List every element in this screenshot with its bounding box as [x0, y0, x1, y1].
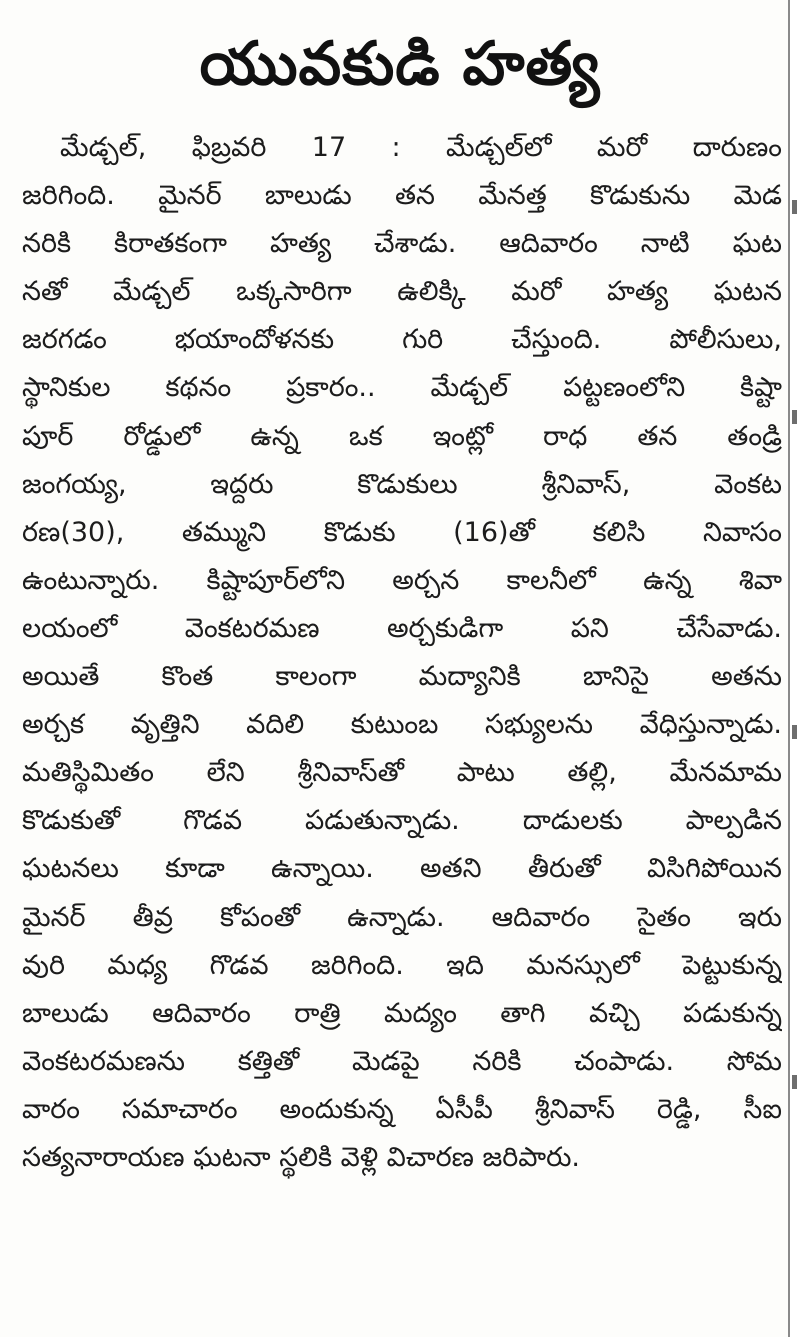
adjacent-column-edge — [790, 0, 800, 1337]
article-line: వురి మధ్య గొడవ జరిగింది. ఇది మనస్సులో పెట్టుకున్న — [22, 949, 782, 981]
edge-mark — [792, 1075, 797, 1089]
article-line: అయితే కొంత కాలంగా మద్యానికి బానిసై అతను — [22, 661, 782, 693]
article-line: జంగయ్య, ఇద్దరు కొడుకులు శ్రీనివాస్, వెంకట — [22, 468, 782, 500]
edge-mark — [792, 410, 797, 424]
article-line: లయంలో వెంకటరమణ అర్చకుడిగా పని చేసేవాడు. — [22, 612, 782, 644]
article-line: మైనర్ తీవ్ర కోపంతో ఉన్నాడు. ఆదివారం సైతం ఇరు — [22, 901, 782, 933]
article-line: వెంకటరమణను కత్తితో మెడపై నరికి చంపాడు. సోమ — [22, 1045, 782, 1077]
article-line: మేడ్చల్, ఫిబ్రవరి 17 : మేడ్చల్‌లో మరో దారుణం — [60, 132, 782, 163]
edge-mark — [792, 200, 797, 214]
article-line: ఉంటున్నారు. కిష్టాపూర్‌లోని అర్చన కాలనీలో ఉన్న శివా — [22, 564, 782, 596]
headline: యువకుడి హత్య — [199, 29, 601, 99]
article-line: జరిగింది. మైనర్ బాలుడు తన మేనత్త కొడుకును మెడ — [22, 180, 782, 212]
article-line: సత్యనారాయణ ఘటనా స్థలికి వెళ్లి విచారణ జరిపారు. — [22, 1141, 581, 1173]
article-line: జరగడం భయాందోళనకు గురి చేస్తుంది. పోలీసులు, — [22, 324, 782, 356]
article-line: కొడుకుతో గొడవ పడుతున్నాడు. దాడులకు పాల్పడిన — [22, 805, 782, 837]
article-body — [22, 124, 782, 1182]
article-line: స్థానికుల కథనం ప్రకారం.. మేడ్చల్ పట్టణంలోని కిష్టా — [22, 372, 782, 404]
article-line: రణ(30), తమ్ముని కొడుకు (16)తో కలిసి నివాసం — [22, 516, 782, 548]
edge-mark — [792, 725, 797, 739]
article-line: పూర్ రోడ్డులో ఉన్న ఒక ఇంట్లో రాధ తన తండ్రి — [22, 420, 782, 452]
article-line: మతిస్థిమితం లేని శ్రీనివాస్‌తో పాటు తల్లి, మేనమామ — [22, 757, 782, 789]
article-line: నరికి కిరాతకంగా హత్య చేశాడు. ఆదివారం నాటి ఘట — [22, 228, 782, 260]
article-line: వారం సమాచారం అందుకున్న ఏసీపీ శ్రీనివాస్ రెడ్డి, సీఐ — [22, 1093, 782, 1125]
article-line: బాలుడు ఆదివారం రాత్రి మద్యం తాగి వచ్చి పడుకున్న — [22, 997, 782, 1029]
article-line: నతో మేడ్చల్ ఒక్కసారిగా ఉలిక్కి మరో హత్య ఘటన — [22, 276, 782, 308]
article-line: అర్చక వృత్తిని వదిలి కుటుంబ సభ్యులను వేధిస్తున్నాడు. — [22, 709, 782, 741]
article-line: ఘటనలు కూడా ఉన్నాయి. అతని తీరుతో విసిగిపోయిన — [22, 853, 782, 885]
